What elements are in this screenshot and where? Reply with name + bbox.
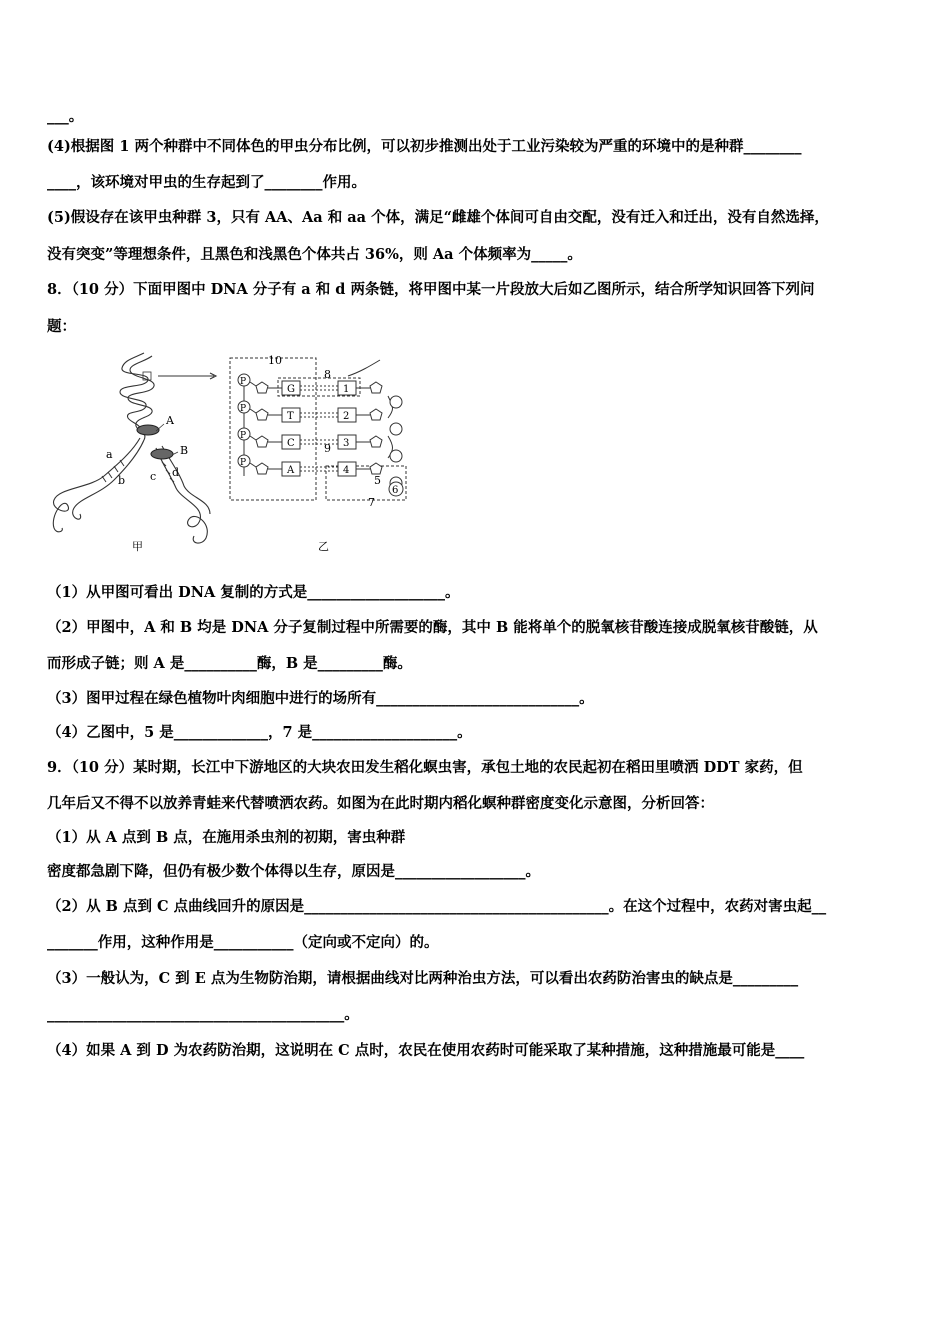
phosphate-label: P bbox=[240, 458, 247, 468]
phosphate-label: P bbox=[240, 377, 247, 387]
dna-diagram bbox=[44, 348, 424, 558]
deoxyribose-pentagon bbox=[256, 463, 268, 474]
text-line: _________________________________________。 bbox=[47, 1006, 359, 1023]
text-line: (5)假设存在该甲虫种群 3，只有 AA、Aa 和 aa 个体，满足“雌雄个体间可自由交配，没有迁入和迁出，没有自然选择， bbox=[47, 209, 829, 226]
question-8-stem: 8．（10 分）下面甲图中 DNA 分子有 a 和 d 两条链，将甲图中某一片段放大后如乙图所示，结合所学知识回答下列问 bbox=[47, 281, 815, 298]
deoxyribose-pentagon bbox=[370, 382, 382, 393]
text-line: （2）甲图中，A 和 B 均是 DNA 分子复制过程中所需要的酶，其中 B 能将单个的脱氧核苷酸连接成脱氧核苷酸链，从 bbox=[47, 619, 818, 636]
number-8-label: 8 bbox=[324, 368, 331, 381]
text-line: ____，该环境对甲虫的生存起到了________作用。 bbox=[47, 174, 366, 191]
strand-d-label: d bbox=[172, 466, 180, 479]
text-line: （4）如果 A 到 D 为农药防治期，这说明在 C 点时，农民在使用农药时可能采取了某种措施，这种措施最可能是____ bbox=[47, 1042, 805, 1059]
text-line: （1）从甲图可看出 DNA 复制的方式是___________________。 bbox=[47, 584, 460, 601]
number-9-label: 9 bbox=[324, 442, 331, 455]
figure-jia-label: 甲 bbox=[132, 540, 143, 553]
number-6-label: 6 bbox=[392, 485, 399, 496]
deoxyribose-pentagon bbox=[370, 463, 382, 474]
text-line: _______作用，这种作用是___________（定向或不定向）的。 bbox=[47, 934, 439, 951]
phosphate-label: P bbox=[240, 404, 247, 414]
phosphate-circle bbox=[390, 450, 402, 462]
base-right-label: 3 bbox=[343, 438, 350, 449]
base-left-label: A bbox=[287, 465, 295, 476]
text-line: 没有突变”等理想条件，且黑色和浅黑色个体共占 36%，则 Aa 个体频率为_____。 bbox=[47, 246, 582, 263]
enzyme-b-label: B bbox=[180, 444, 189, 457]
text-line: （4）乙图中，5 是_____________，7 是____________________。 bbox=[47, 724, 472, 741]
deoxyribose-pentagon bbox=[256, 409, 268, 420]
phosphodiester-bond bbox=[250, 409, 256, 413]
text-line: （2）从 B 点到 C 点曲线回升的原因是__________________________________________。在这个过程中，农药对害虫起__ bbox=[47, 898, 827, 915]
deoxyribose-pentagon bbox=[256, 382, 268, 393]
phosphate-circle bbox=[390, 423, 402, 435]
strand-b-label: b bbox=[118, 474, 126, 487]
base-right-label: 1 bbox=[343, 384, 350, 395]
text-line: 题： bbox=[47, 318, 76, 335]
figure-yi-label: 乙 bbox=[318, 540, 329, 553]
replication-fork-jia bbox=[53, 353, 216, 543]
phosphate-circle bbox=[390, 396, 402, 408]
text-line: 几年后又不得不以放养青蛙来代替喷洒农药。如图为在此时期内稻化螟种群密度变化示意图，分析回答： bbox=[47, 795, 714, 812]
text-line: 密度都急剧下降，但仍有极少数个体得以生存，原因是__________________。 bbox=[47, 863, 540, 880]
strand-a-label: a bbox=[106, 448, 113, 461]
text-line: （3）一般认为，C 到 E 点为生物防治期，请根据曲线对比两种治虫方法，可以看出农药防治害虫的缺点是_________ bbox=[47, 970, 799, 987]
phosphodiester-bond bbox=[250, 463, 256, 467]
base-left-label: T bbox=[287, 411, 294, 422]
question-9-stem: 9．（10 分）某时期，长江中下游地区的大块农田发生稻化螟虫害，承包土地的农民起初在稻田里喷洒 DDT 家药，但 bbox=[47, 759, 803, 776]
base-right-label: 2 bbox=[343, 411, 350, 422]
number-10-label: 10 bbox=[268, 354, 282, 367]
text-line: （3）图甲过程在绿色植物叶肉细胞中进行的场所有____________________________。 bbox=[47, 690, 594, 707]
deoxyribose-pentagon bbox=[370, 409, 382, 420]
number-7-label: 7 bbox=[368, 496, 375, 509]
enzyme-a-label: A bbox=[166, 414, 174, 427]
base-left-label: C bbox=[287, 438, 295, 449]
deoxyribose-pentagon bbox=[256, 436, 268, 447]
dna-replication-figure bbox=[44, 348, 424, 558]
text-line: 而形成子链；则 A 是__________酶，B 是_________酶。 bbox=[47, 655, 412, 672]
deoxyribose-pentagon bbox=[370, 436, 382, 447]
phosphate-label: P bbox=[240, 431, 247, 441]
text-line: (4)根据图 1 两个种群中不同体色的甲虫分布比例，可以初步推测出处于工业污染较为严重的环境中的是种群________ bbox=[47, 138, 802, 155]
number-5-label: 5 bbox=[374, 474, 381, 487]
base-right-label: 4 bbox=[343, 465, 350, 476]
phosphodiester-bond bbox=[250, 382, 256, 386]
strand-c-label: c bbox=[150, 470, 157, 483]
phosphodiester-bond bbox=[250, 436, 256, 440]
text-line: ___。 bbox=[47, 108, 84, 125]
text-line: （1）从 A 点到 B 点，在施用杀虫剂的初期，害虫种群 bbox=[47, 829, 406, 846]
base-left-label: G bbox=[287, 384, 295, 395]
